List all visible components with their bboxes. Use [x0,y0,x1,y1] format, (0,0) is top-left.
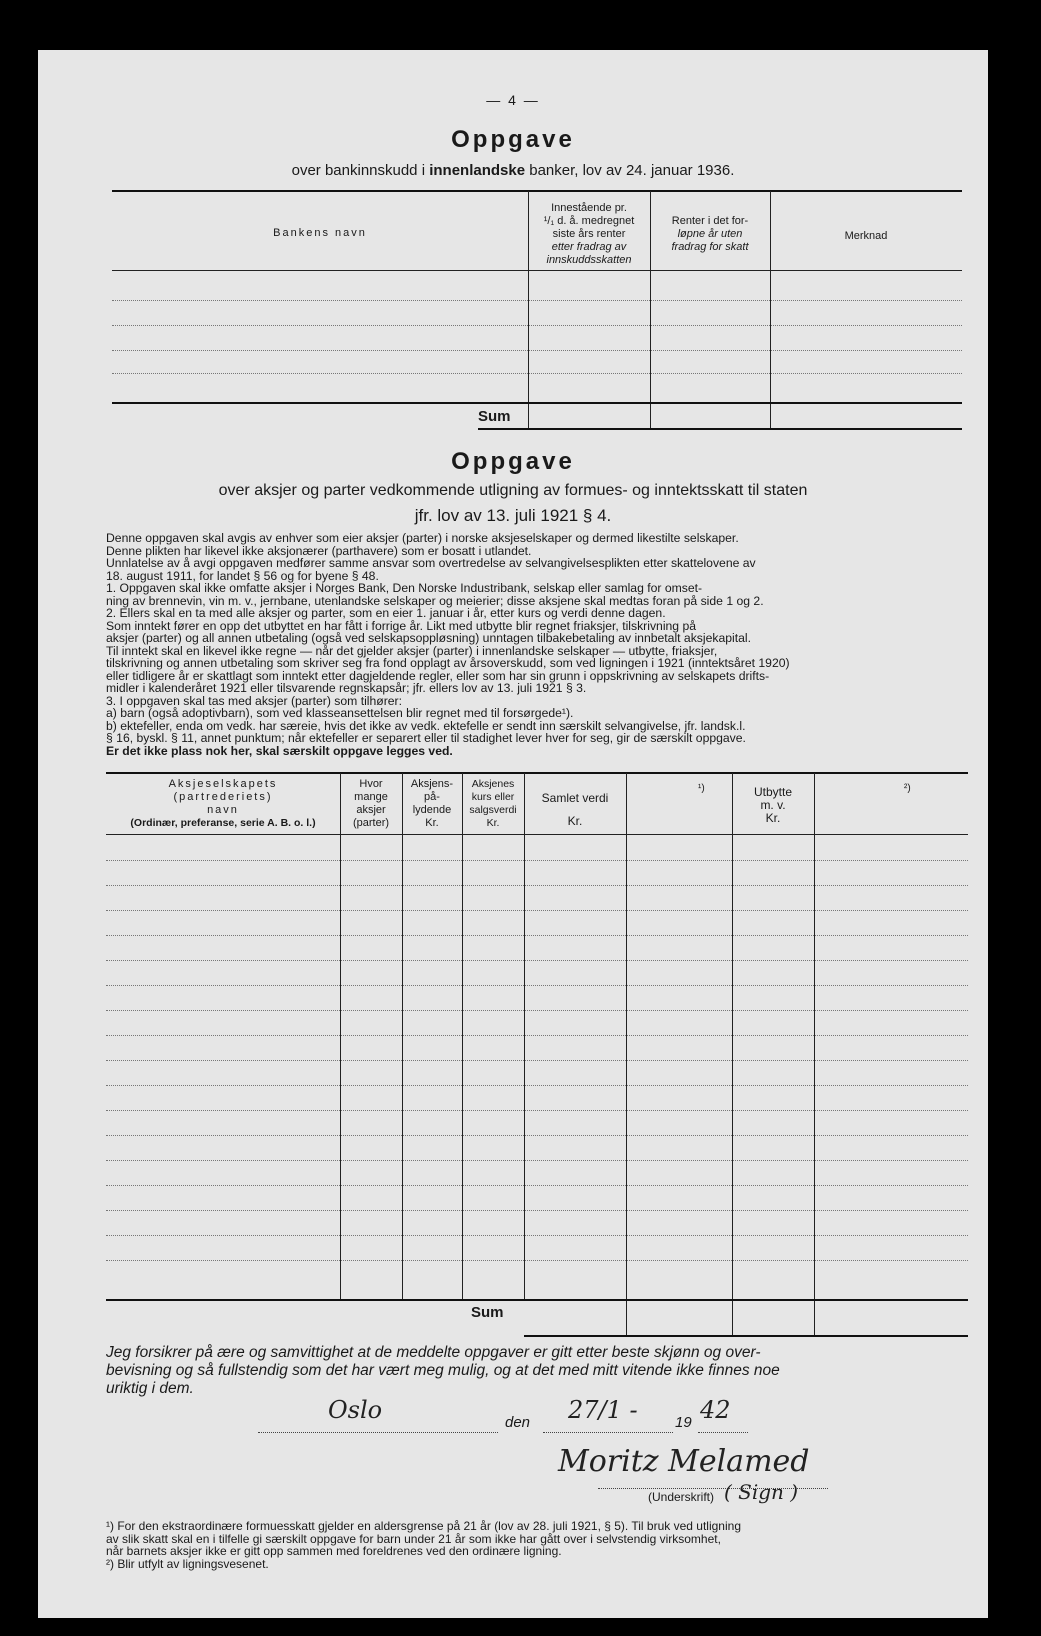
table2-header-nominal: Aksjens- på- lydende Kr. [410,778,454,829]
table2-col-divider [814,773,815,1335]
table2-col-divider [462,773,463,1299]
table1-row-line [112,325,962,326]
footnotes: ¹) For den ekstraordinære formuesskatt gjelder en aldersgrense på 21 år (lov av 28. juli 1921, § 5). Til bruk ved utligning av slik skatt skal en i tilfelle gi særskilt oppgave for barn under 21 år som ikke har gått over i selvstendig virksomhet, når barnets aksjer ikke er gitt opp sammen med foreldrenes ved den ordinære ligning. ²) Blir utfylt av ligningsvesenet. [106,1519,741,1571]
year-handwritten: 42 [700,1396,731,1424]
year-line [698,1432,748,1433]
date-handwritten: 27/1 - [568,1396,638,1424]
table1-col-divider [528,191,529,429]
table2-header-company: Aksjeselskapets (partrederiets) navn (Ordinær, preferanse, serie A. B. o. l.) [130,778,316,829]
table2-row-line [106,1260,968,1261]
declaration-text: Jeg forsikrer på ære og samvittighet at de meddelte oppgaver er gitt etter beste skjønn og over- bevisning og så fullstendig som det har vært meg mulig, og at det med mitt vitende ikke finnes noe uriktig i dem. [106,1344,780,1397]
table2-header-dividend: Utbytte m. v. Kr. [753,785,792,825]
table1-row-line [112,300,962,301]
section2-law-reference: jfr. lov av 13. juli 1921 § 4. [414,506,612,525]
table2-header-footnote1: ¹) [698,783,705,794]
table1-header-interest: Renter i det for- løpne år uten fradrag for skatt [671,215,749,253]
instructions-text: Denne oppgaven skal avgis av enhver som eier aksjer (parter) i norske aksjeselskaper og dermed likestilte selskaper. Denne plikten har likevel ikke aksjonærer (parthavere) som er bosatt i utlandet. Unnlatelse av å avgi oppgaven medfører samme ansvar som overtredelse av selvangivelsesplikten etter skattelovene av 18. august 1911, for landet § 56 og for byene § 48. 1. Oppgaven skal ikke omfatte aksjer i Norges Bank, Den Norske Industribank, selskap eller samlag for omset- ning av brennevin, vin m. v., jernbane, utenlandske selskaper og meierier; disse aksjene skal medtas foran på side 1 og 2. 2. Ellers skal en ta med alle aksjer og parter, som en eier 1. januar i år, etter kurs og verdi denne dagen. Som inntekt fører en opp det utbyttet en har fått i forrige år. Likt med utbytte blir regnet friaksjer, tilskrivning på aksjer (parter) og all annen utbetaling (også ved selskapsoppløsning) unntagen tilbakebetaling av innbetalt aksjekapital. Til inntekt skal en likevel ikke regne — når det gjelder aksjer (parter) i innenlandske selskaper — utbytte, friaksjer, tilskrivning og annen utbetaling som skriver seg fra fond opplagt av årsoverskudd, som ved ligningen i 1921 (inntektsåret 1920) eller tidligere år er skattlagt som inntekt etter dagjeldende regler, eller som har sin grunn i oppskrivning av selskapets drifts- midler i kalenderåret 1921 eller tilsvarende regnskapsår; jfr. ellers lov av 13. juli 1921 § 3. 3. I oppgaven skal tas med aksjer (parter) som tilhører: a) barn (også adoptivbarn), som ved klasseansettelsen blir regnet med til forsørgede¹). b) ektefeller, enda om vedk. har særeie, hvis det ikke av vedk. ektefelle er sendt inn særskilt selvangivelse, jfr. landsk.l. § 16, byskl. § 11, annet punktum; når ektefeller er separert eller til stadighet lever hver for seg, gir de særskilt oppgave. Er det ikke plass nok her, skal særskilt oppgave legges ved. [106,531,790,758]
table2-row-line [106,1060,968,1061]
table2-header-how-many: Hvor mange aksjer (parter) [352,778,390,829]
section1-title: Oppgave [451,126,575,153]
table2-row-line [106,1160,968,1161]
table2-header-rule [106,834,968,835]
table2-row-line [106,1135,968,1136]
table2-header-total-value: Samlet verdi Kr. [541,791,609,828]
table2-row-line [106,1110,968,1111]
table1-header-remark: Merknad [844,230,888,242]
section2-title: Oppgave [451,448,575,475]
table2-row-line [106,935,968,936]
table2-sum-bottom [524,1335,968,1337]
table2-row-line [106,1085,968,1086]
table2-row-line [106,860,968,861]
table2-col-divider [402,773,403,1299]
date-den-label: den [505,1414,531,1431]
table1-sum-label: Sum [478,408,511,425]
table1-col-divider [650,191,651,429]
table1-row-line [112,350,962,351]
table2-row-line [106,1010,968,1011]
table1-header-rule [112,270,962,271]
table2-row-line [106,985,968,986]
date-line [543,1432,673,1433]
table1-header-deposit: Innestående pr. ¹/₁ d. å. medregnet siste års renter etter fradrag av innskuddsskatten [543,202,635,266]
signature-label: (Underskrift) [648,1490,715,1504]
table2-row-line [106,885,968,886]
table2-row-line [106,960,968,961]
year-prefix: 19 [675,1414,692,1431]
signature-note-handwritten: ( Sign ) [724,1480,799,1504]
table1-body-bottom [112,402,962,404]
table2-col-divider [340,773,341,1299]
signature-handwritten: Moritz Melamed [558,1444,810,1479]
table2-col-divider [524,773,525,1299]
table1-top-border [112,190,962,192]
table2-row-line [106,1185,968,1186]
table1-sum-bottom [478,428,962,430]
table2-sum-label: Sum [471,1304,504,1321]
section1-subtitle: over bankinnskudd i innenlandske banker, lov av 24. januar 1936. [291,162,735,179]
table2-col-divider [732,773,733,1335]
page-number: — 4 — [486,92,540,108]
table1-row-line [112,373,962,374]
table2-top-border [106,772,968,774]
form-page [38,50,988,1618]
table1-header-bank-name: Bankens navn [273,227,367,239]
table2-row-line [106,910,968,911]
table2-col-divider [626,773,627,1335]
table2-body-bottom [106,1299,968,1301]
table1-col-divider [770,191,771,429]
place-handwritten: Oslo [328,1396,383,1424]
place-line [258,1432,498,1433]
table2-row-line [106,1210,968,1211]
section2-subtitle: over aksjer og parter vedkommende utligning av formues- og inntektsskatt til staten [218,482,808,499]
table2-row-line [106,1235,968,1236]
table2-header-price: Aksjenes kurs eller salgsverdi Kr. [469,778,517,829]
table2-row-line [106,1035,968,1036]
table2-header-footnote2: ²) [904,783,911,794]
